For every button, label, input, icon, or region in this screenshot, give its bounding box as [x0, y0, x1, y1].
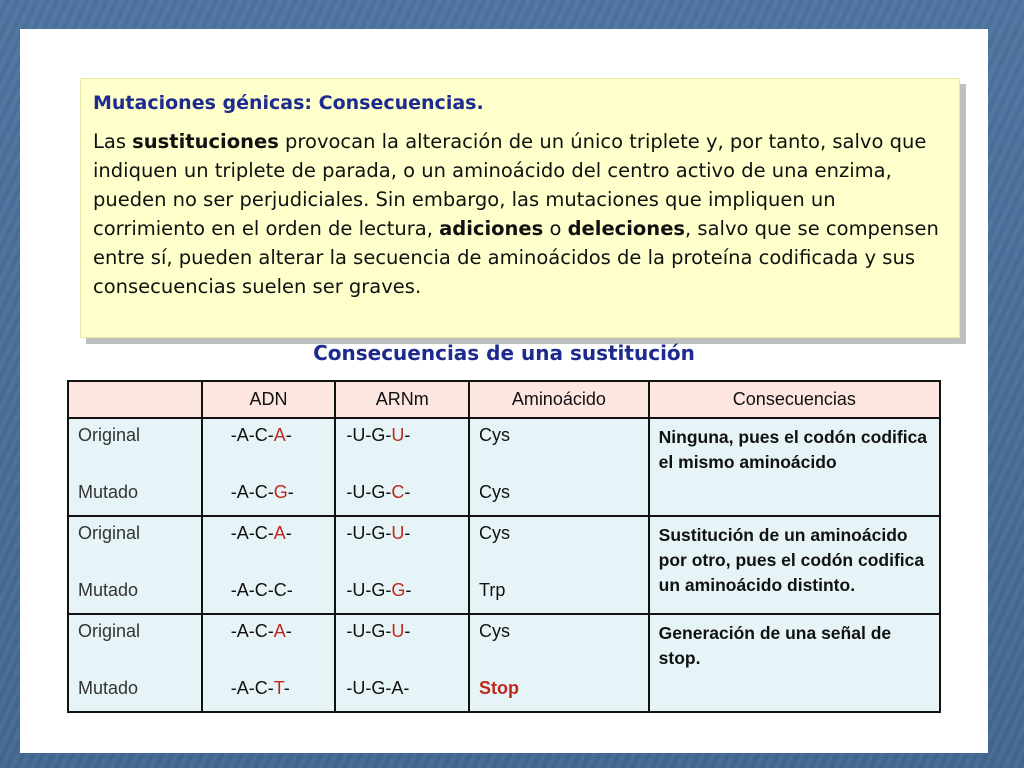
table-header-row: [68, 381, 940, 418]
consequence-text: Sustitución de un aminoácido por otro, pues el codón codifica un aminoácido distinto.: [649, 516, 940, 614]
amino-acid: Cys: [469, 516, 649, 580]
amino-acid: Cys: [469, 418, 649, 482]
rna-sequence: -U-G-G-: [335, 580, 469, 614]
text-run: provocan la alteración de un único triplete y, por tanto, salvo que indiquen un triplete de parada, o un aminoácido del centro activo de una enzima, pueden no ser perjudiciales. Sin embargo, las mutaciones que impliquen un corrimiento en el orden de lectura,: [93, 130, 927, 240]
dna-sequence: -A-C-G-: [202, 482, 336, 516]
header-aminoacido: Aminoácido: [469, 381, 649, 418]
row-label: Original: [68, 614, 202, 678]
dna-sequence: -A-C-A-: [202, 614, 336, 678]
header-adn: ADN: [202, 381, 336, 418]
rna-sequence: -U-G-A-: [335, 678, 469, 712]
substitution-table: [67, 380, 941, 713]
amino-acid: Trp: [469, 580, 649, 614]
callout-title: Mutaciones génicas: Consecuencias.: [93, 92, 484, 114]
header-empty: [68, 381, 202, 418]
row-label: Original: [68, 418, 202, 482]
row-label: Original: [68, 516, 202, 580]
rna-sequence: -U-G-U-: [335, 516, 469, 580]
callout-text: [93, 127, 945, 301]
header-arnm: ARNm: [335, 381, 469, 418]
rna-sequence: -U-G-U-: [335, 418, 469, 482]
dna-sequence: -A-C-T-: [202, 678, 336, 712]
text-run: Las: [93, 130, 133, 153]
consequence-text: Ninguna, pues el codón codifica el mismo aminoácido: [649, 418, 940, 516]
dna-sequence: -A-C-A-: [202, 418, 336, 482]
table-row: [68, 418, 940, 482]
row-label: Mutado: [68, 678, 202, 712]
callout-box: [80, 78, 960, 338]
dna-sequence: -A-C-A-: [202, 516, 336, 580]
header-consecuencias: Consecuencias: [649, 381, 940, 418]
row-label: Mutado: [68, 482, 202, 516]
bold-term-adiciones: adiciones: [439, 217, 544, 240]
bold-term-deleciones: deleciones: [567, 217, 686, 240]
slide: [20, 29, 988, 753]
table-row: [68, 516, 940, 580]
bold-term-sustituciones: sustituciones: [132, 130, 279, 153]
rna-sequence: -U-G-C-: [335, 482, 469, 516]
amino-acid: Cys: [469, 482, 649, 516]
dna-sequence: -A-C-C-: [202, 580, 336, 614]
amino-acid: Cys: [469, 614, 649, 678]
table-title: Consecuencias de una sustitución: [313, 341, 695, 365]
rna-sequence: -U-G-U-: [335, 614, 469, 678]
row-label: Mutado: [68, 580, 202, 614]
consequence-text: Generación de una señal de stop.: [649, 614, 940, 712]
text-run: o: [543, 217, 568, 240]
text-run: , salvo que se compensen entre sí, pueden alterar la secuencia de aminoácidos de la proteína codificada y sus consecuencias suelen ser graves.: [93, 217, 939, 298]
amino-acid-stop: Stop: [469, 678, 649, 712]
table-row: [68, 614, 940, 678]
